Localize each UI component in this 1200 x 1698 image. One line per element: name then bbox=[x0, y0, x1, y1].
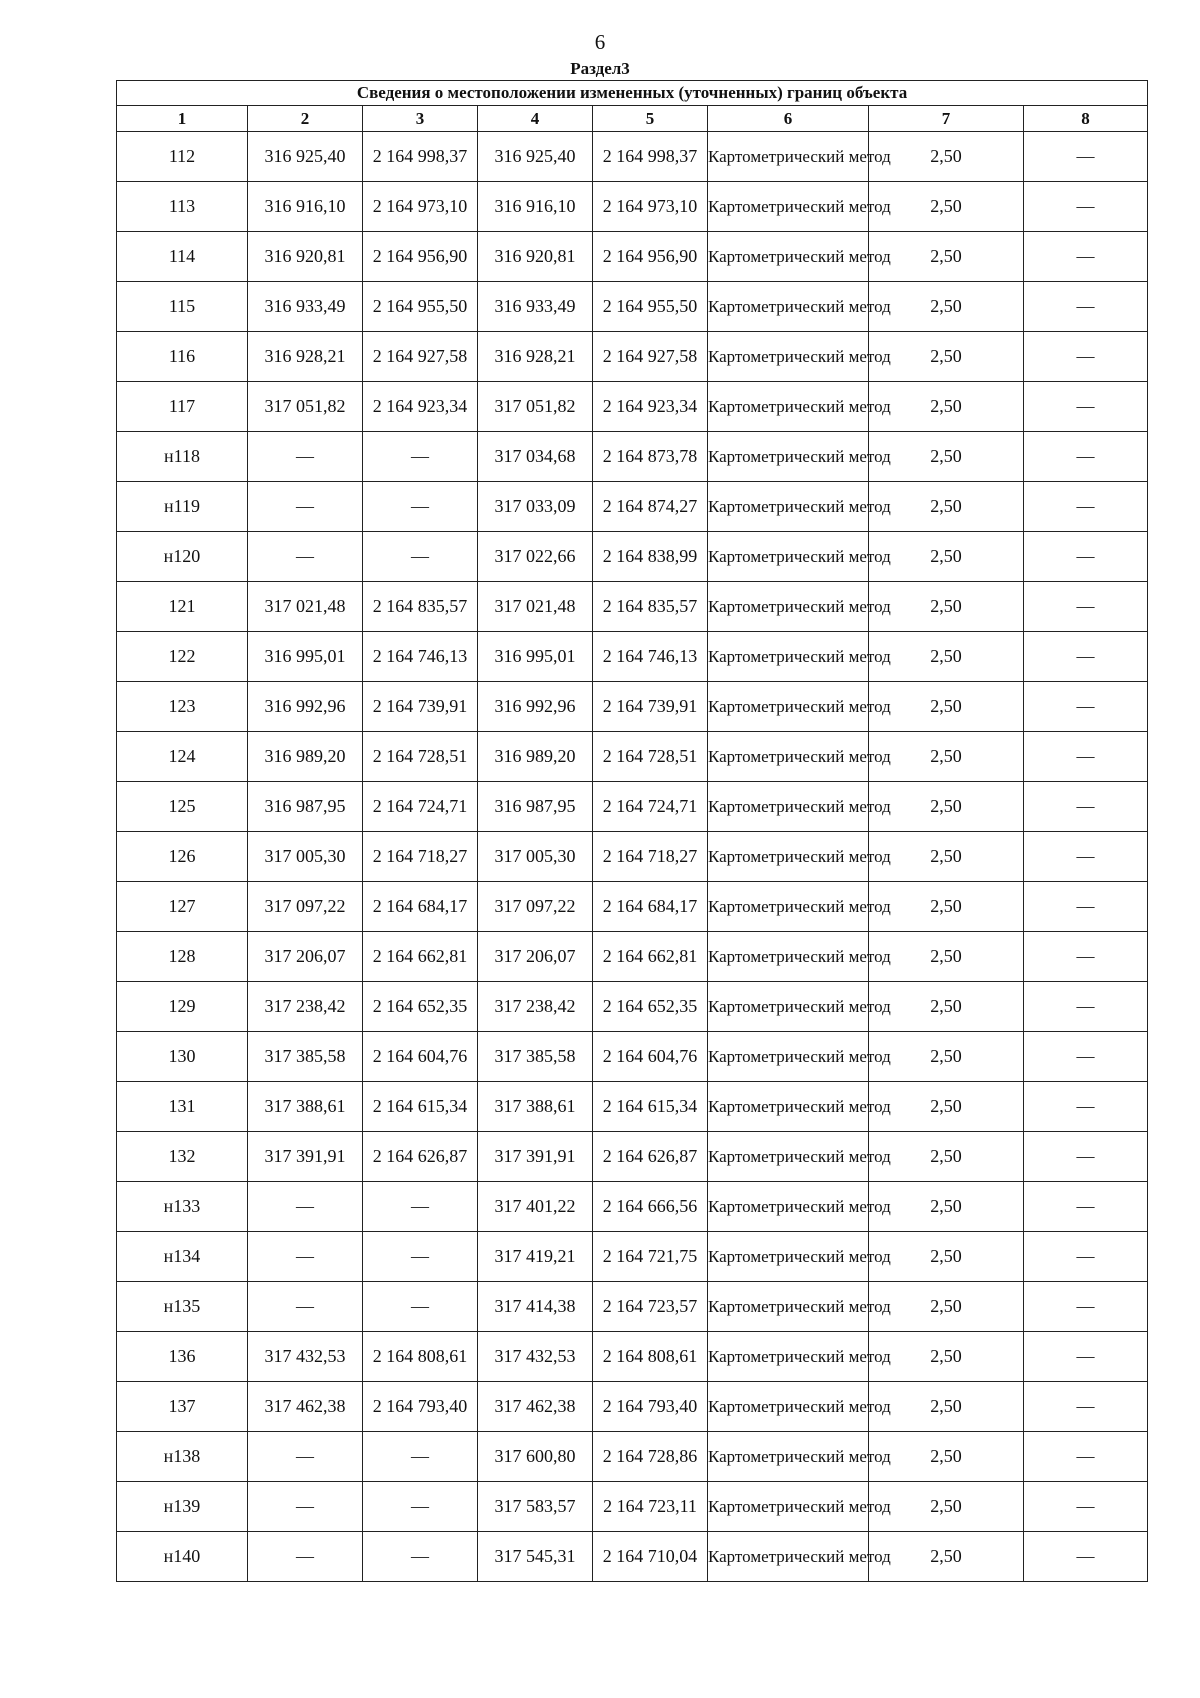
point-number-cell: 121 bbox=[117, 582, 248, 632]
x-new-cell: 316 989,20 bbox=[478, 732, 593, 782]
x-new-cell: 317 051,82 bbox=[478, 382, 593, 432]
section-title: Раздел3 bbox=[570, 59, 630, 78]
accuracy-cell: 2,50 bbox=[869, 432, 1024, 482]
y-old-cell: — bbox=[363, 1282, 478, 1332]
y-old-cell: — bbox=[363, 1182, 478, 1232]
y-old-cell: — bbox=[363, 532, 478, 582]
y-new-cell: 2 164 874,27 bbox=[593, 482, 708, 532]
note-cell: — bbox=[1024, 1432, 1148, 1482]
point-number-cell: 124 bbox=[117, 732, 248, 782]
x-new-cell: 317 432,53 bbox=[478, 1332, 593, 1382]
table-row bbox=[117, 832, 1148, 882]
x-old-cell: 317 097,22 bbox=[248, 882, 363, 932]
x-new-cell: 317 545,31 bbox=[478, 1532, 593, 1582]
y-old-cell: 2 164 998,37 bbox=[363, 132, 478, 182]
table-row bbox=[117, 1282, 1148, 1332]
y-old-cell: — bbox=[363, 1232, 478, 1282]
y-old-cell: 2 164 662,81 bbox=[363, 932, 478, 982]
method-cell: Картометрический метод bbox=[708, 1082, 869, 1132]
x-new-cell: 316 992,96 bbox=[478, 682, 593, 732]
method-cell: Картометрический метод bbox=[708, 882, 869, 932]
y-new-cell: 2 164 955,50 bbox=[593, 282, 708, 332]
method-cell: Картометрический метод bbox=[708, 1332, 869, 1382]
method-cell: Картометрический метод bbox=[708, 1282, 869, 1332]
x-new-cell: 317 238,42 bbox=[478, 982, 593, 1032]
x-new-cell: 317 005,30 bbox=[478, 832, 593, 882]
table-row bbox=[117, 682, 1148, 732]
x-new-cell: 317 414,38 bbox=[478, 1282, 593, 1332]
column-number: 4 bbox=[478, 106, 593, 132]
point-number-cell: 115 bbox=[117, 282, 248, 332]
table-row bbox=[117, 182, 1148, 232]
table-row bbox=[117, 1182, 1148, 1232]
note-cell: — bbox=[1024, 232, 1148, 282]
x-new-cell: 317 388,61 bbox=[478, 1082, 593, 1132]
table-row bbox=[117, 1382, 1148, 1432]
y-new-cell: 2 164 808,61 bbox=[593, 1332, 708, 1382]
point-number-cell: 136 bbox=[117, 1332, 248, 1382]
accuracy-cell: 2,50 bbox=[869, 832, 1024, 882]
accuracy-cell: 2,50 bbox=[869, 632, 1024, 682]
accuracy-cell: 2,50 bbox=[869, 1332, 1024, 1382]
y-new-cell: 2 164 718,27 bbox=[593, 832, 708, 882]
y-new-cell: 2 164 710,04 bbox=[593, 1532, 708, 1582]
method-cell: Картометрический метод bbox=[708, 232, 869, 282]
method-cell: Картометрический метод bbox=[708, 1032, 869, 1082]
table-row bbox=[117, 482, 1148, 532]
y-old-cell: 2 164 684,17 bbox=[363, 882, 478, 932]
column-number: 3 bbox=[363, 106, 478, 132]
method-cell: Картометрический метод bbox=[708, 582, 869, 632]
point-number-cell: н138 bbox=[117, 1432, 248, 1482]
table-row bbox=[117, 732, 1148, 782]
y-new-cell: 2 164 873,78 bbox=[593, 432, 708, 482]
page-number: 6 bbox=[594, 30, 606, 54]
x-old-cell: — bbox=[248, 532, 363, 582]
note-cell: — bbox=[1024, 832, 1148, 882]
point-number-cell: 122 bbox=[117, 632, 248, 682]
note-cell: — bbox=[1024, 1382, 1148, 1432]
accuracy-cell: 2,50 bbox=[869, 732, 1024, 782]
note-cell: — bbox=[1024, 1182, 1148, 1232]
x-new-cell: 317 391,91 bbox=[478, 1132, 593, 1182]
x-old-cell: — bbox=[248, 432, 363, 482]
point-number-cell: н140 bbox=[117, 1532, 248, 1582]
point-number-cell: 117 bbox=[117, 382, 248, 432]
table-row bbox=[117, 232, 1148, 282]
y-old-cell: 2 164 923,34 bbox=[363, 382, 478, 432]
method-cell: Картометрический метод bbox=[708, 382, 869, 432]
x-old-cell: 317 385,58 bbox=[248, 1032, 363, 1082]
y-new-cell: 2 164 626,87 bbox=[593, 1132, 708, 1182]
accuracy-cell: 2,50 bbox=[869, 1482, 1024, 1532]
y-new-cell: 2 164 793,40 bbox=[593, 1382, 708, 1432]
y-old-cell: 2 164 615,34 bbox=[363, 1082, 478, 1132]
table-caption: Сведения о местоположении измененных (уточненных) границ объекта bbox=[117, 81, 1148, 106]
point-number-cell: н120 bbox=[117, 532, 248, 582]
table-body bbox=[117, 132, 1148, 1582]
method-cell: Картометрический метод bbox=[708, 982, 869, 1032]
accuracy-cell: 2,50 bbox=[869, 682, 1024, 732]
note-cell: — bbox=[1024, 482, 1148, 532]
y-new-cell: 2 164 728,51 bbox=[593, 732, 708, 782]
note-cell: — bbox=[1024, 382, 1148, 432]
table-row bbox=[117, 1482, 1148, 1532]
point-number-cell: 128 bbox=[117, 932, 248, 982]
note-cell: — bbox=[1024, 532, 1148, 582]
y-new-cell: 2 164 973,10 bbox=[593, 182, 708, 232]
point-number-cell: 131 bbox=[117, 1082, 248, 1132]
method-cell: Картометрический метод bbox=[708, 932, 869, 982]
note-cell: — bbox=[1024, 1282, 1148, 1332]
x-new-cell: 317 600,80 bbox=[478, 1432, 593, 1482]
boundary-coordinates-table bbox=[116, 80, 1148, 1582]
note-cell: — bbox=[1024, 782, 1148, 832]
x-old-cell: 317 238,42 bbox=[248, 982, 363, 1032]
x-new-cell: 316 920,81 bbox=[478, 232, 593, 282]
table-row bbox=[117, 882, 1148, 932]
method-cell: Картометрический метод bbox=[708, 132, 869, 182]
x-old-cell: — bbox=[248, 1432, 363, 1482]
y-old-cell: — bbox=[363, 482, 478, 532]
point-number-cell: 132 bbox=[117, 1132, 248, 1182]
point-number-cell: н135 bbox=[117, 1282, 248, 1332]
accuracy-cell: 2,50 bbox=[869, 1182, 1024, 1232]
x-old-cell: 317 388,61 bbox=[248, 1082, 363, 1132]
x-old-cell: 316 989,20 bbox=[248, 732, 363, 782]
x-old-cell: 316 995,01 bbox=[248, 632, 363, 682]
y-new-cell: 2 164 604,76 bbox=[593, 1032, 708, 1082]
x-old-cell: 317 432,53 bbox=[248, 1332, 363, 1382]
method-cell: Картометрический метод bbox=[708, 532, 869, 582]
accuracy-cell: 2,50 bbox=[869, 582, 1024, 632]
method-cell: Картометрический метод bbox=[708, 1182, 869, 1232]
note-cell: — bbox=[1024, 1232, 1148, 1282]
y-old-cell: 2 164 956,90 bbox=[363, 232, 478, 282]
x-new-cell: 317 097,22 bbox=[478, 882, 593, 932]
accuracy-cell: 2,50 bbox=[869, 982, 1024, 1032]
method-cell: Картометрический метод bbox=[708, 182, 869, 232]
table-row bbox=[117, 932, 1148, 982]
note-cell: — bbox=[1024, 1482, 1148, 1532]
accuracy-cell: 2,50 bbox=[869, 1282, 1024, 1332]
y-old-cell: 2 164 808,61 bbox=[363, 1332, 478, 1382]
accuracy-cell: 2,50 bbox=[869, 882, 1024, 932]
point-number-cell: 129 bbox=[117, 982, 248, 1032]
point-number-cell: 125 bbox=[117, 782, 248, 832]
table-row bbox=[117, 1132, 1148, 1182]
y-old-cell: 2 164 746,13 bbox=[363, 632, 478, 682]
column-number: 6 bbox=[708, 106, 869, 132]
method-cell: Картометрический метод bbox=[708, 1132, 869, 1182]
y-old-cell: — bbox=[363, 1482, 478, 1532]
point-number-cell: н139 bbox=[117, 1482, 248, 1532]
x-old-cell: — bbox=[248, 1232, 363, 1282]
point-number-cell: н134 bbox=[117, 1232, 248, 1282]
note-cell: — bbox=[1024, 582, 1148, 632]
note-cell: — bbox=[1024, 1032, 1148, 1082]
accuracy-cell: 2,50 bbox=[869, 1432, 1024, 1482]
x-new-cell: 317 206,07 bbox=[478, 932, 593, 982]
method-cell: Картометрический метод bbox=[708, 332, 869, 382]
y-old-cell: 2 164 955,50 bbox=[363, 282, 478, 332]
table-row bbox=[117, 282, 1148, 332]
y-new-cell: 2 164 998,37 bbox=[593, 132, 708, 182]
table-row bbox=[117, 982, 1148, 1032]
point-number-cell: 123 bbox=[117, 682, 248, 732]
method-cell: Картометрический метод bbox=[708, 832, 869, 882]
method-cell: Картометрический метод bbox=[708, 432, 869, 482]
x-new-cell: 317 401,22 bbox=[478, 1182, 593, 1232]
x-old-cell: 316 928,21 bbox=[248, 332, 363, 382]
accuracy-cell: 2,50 bbox=[869, 232, 1024, 282]
note-cell: — bbox=[1024, 632, 1148, 682]
y-old-cell: 2 164 739,91 bbox=[363, 682, 478, 732]
note-cell: — bbox=[1024, 1532, 1148, 1582]
method-cell: Картометрический метод bbox=[708, 282, 869, 332]
note-cell: — bbox=[1024, 932, 1148, 982]
accuracy-cell: 2,50 bbox=[869, 1132, 1024, 1182]
point-number-cell: 126 bbox=[117, 832, 248, 882]
note-cell: — bbox=[1024, 1332, 1148, 1382]
accuracy-cell: 2,50 bbox=[869, 532, 1024, 582]
x-old-cell: 317 005,30 bbox=[248, 832, 363, 882]
x-old-cell: 317 051,82 bbox=[248, 382, 363, 432]
y-new-cell: 2 164 666,56 bbox=[593, 1182, 708, 1232]
y-new-cell: 2 164 956,90 bbox=[593, 232, 708, 282]
column-number: 2 bbox=[248, 106, 363, 132]
table-row bbox=[117, 1232, 1148, 1282]
accuracy-cell: 2,50 bbox=[869, 1232, 1024, 1282]
y-new-cell: 2 164 684,17 bbox=[593, 882, 708, 932]
y-old-cell: 2 164 604,76 bbox=[363, 1032, 478, 1082]
point-number-cell: 112 bbox=[117, 132, 248, 182]
y-old-cell: 2 164 973,10 bbox=[363, 182, 478, 232]
x-new-cell: 316 987,95 bbox=[478, 782, 593, 832]
x-new-cell: 317 034,68 bbox=[478, 432, 593, 482]
column-number: 7 bbox=[869, 106, 1024, 132]
accuracy-cell: 2,50 bbox=[869, 782, 1024, 832]
y-new-cell: 2 164 723,11 bbox=[593, 1482, 708, 1532]
column-number: 8 bbox=[1024, 106, 1148, 132]
method-cell: Картометрический метод bbox=[708, 1382, 869, 1432]
x-old-cell: — bbox=[248, 1532, 363, 1582]
accuracy-cell: 2,50 bbox=[869, 282, 1024, 332]
accuracy-cell: 2,50 bbox=[869, 132, 1024, 182]
x-new-cell: 317 022,66 bbox=[478, 532, 593, 582]
table-row bbox=[117, 532, 1148, 582]
table-row bbox=[117, 1432, 1148, 1482]
y-new-cell: 2 164 662,81 bbox=[593, 932, 708, 982]
y-old-cell: 2 164 793,40 bbox=[363, 1382, 478, 1432]
y-old-cell: 2 164 626,87 bbox=[363, 1132, 478, 1182]
x-old-cell: 316 916,10 bbox=[248, 182, 363, 232]
point-number-cell: 130 bbox=[117, 1032, 248, 1082]
y-old-cell: — bbox=[363, 1532, 478, 1582]
y-old-cell: 2 164 927,58 bbox=[363, 332, 478, 382]
table-row bbox=[117, 432, 1148, 482]
x-new-cell: 316 916,10 bbox=[478, 182, 593, 232]
x-old-cell: — bbox=[248, 1482, 363, 1532]
y-new-cell: 2 164 652,35 bbox=[593, 982, 708, 1032]
table-row bbox=[117, 582, 1148, 632]
y-old-cell: 2 164 728,51 bbox=[363, 732, 478, 782]
accuracy-cell: 2,50 bbox=[869, 182, 1024, 232]
point-number-cell: 116 bbox=[117, 332, 248, 382]
table-row bbox=[117, 382, 1148, 432]
y-old-cell: 2 164 835,57 bbox=[363, 582, 478, 632]
method-cell: Картометрический метод bbox=[708, 1232, 869, 1282]
note-cell: — bbox=[1024, 1132, 1148, 1182]
method-cell: Картометрический метод bbox=[708, 1532, 869, 1582]
x-old-cell: 316 925,40 bbox=[248, 132, 363, 182]
x-new-cell: 316 933,49 bbox=[478, 282, 593, 332]
x-old-cell: — bbox=[248, 482, 363, 532]
x-new-cell: 316 925,40 bbox=[478, 132, 593, 182]
y-new-cell: 2 164 923,34 bbox=[593, 382, 708, 432]
note-cell: — bbox=[1024, 732, 1148, 782]
table-row bbox=[117, 132, 1148, 182]
note-cell: — bbox=[1024, 332, 1148, 382]
y-new-cell: 2 164 723,57 bbox=[593, 1282, 708, 1332]
x-new-cell: 317 419,21 bbox=[478, 1232, 593, 1282]
y-old-cell: — bbox=[363, 1432, 478, 1482]
accuracy-cell: 2,50 bbox=[869, 1082, 1024, 1132]
x-old-cell: — bbox=[248, 1182, 363, 1232]
y-old-cell: 2 164 652,35 bbox=[363, 982, 478, 1032]
accuracy-cell: 2,50 bbox=[869, 482, 1024, 532]
accuracy-cell: 2,50 bbox=[869, 1532, 1024, 1582]
y-new-cell: 2 164 721,75 bbox=[593, 1232, 708, 1282]
accuracy-cell: 2,50 bbox=[869, 1382, 1024, 1432]
method-cell: Картометрический метод bbox=[708, 782, 869, 832]
y-new-cell: 2 164 746,13 bbox=[593, 632, 708, 682]
column-number: 1 bbox=[117, 106, 248, 132]
point-number-cell: н118 bbox=[117, 432, 248, 482]
point-number-cell: 113 bbox=[117, 182, 248, 232]
y-old-cell: 2 164 724,71 bbox=[363, 782, 478, 832]
x-old-cell: 317 462,38 bbox=[248, 1382, 363, 1432]
x-new-cell: 317 385,58 bbox=[478, 1032, 593, 1082]
method-cell: Картометрический метод bbox=[708, 1432, 869, 1482]
note-cell: — bbox=[1024, 282, 1148, 332]
note-cell: — bbox=[1024, 432, 1148, 482]
x-new-cell: 317 033,09 bbox=[478, 482, 593, 532]
y-old-cell: — bbox=[363, 432, 478, 482]
table-row bbox=[117, 1532, 1148, 1582]
x-old-cell: — bbox=[248, 1282, 363, 1332]
x-old-cell: 316 920,81 bbox=[248, 232, 363, 282]
y-new-cell: 2 164 739,91 bbox=[593, 682, 708, 732]
x-new-cell: 317 462,38 bbox=[478, 1382, 593, 1432]
method-cell: Картометрический метод bbox=[708, 682, 869, 732]
note-cell: — bbox=[1024, 982, 1148, 1032]
note-cell: — bbox=[1024, 682, 1148, 732]
y-new-cell: 2 164 835,57 bbox=[593, 582, 708, 632]
table-row bbox=[117, 632, 1148, 682]
y-old-cell: 2 164 718,27 bbox=[363, 832, 478, 882]
y-new-cell: 2 164 838,99 bbox=[593, 532, 708, 582]
y-new-cell: 2 164 728,86 bbox=[593, 1432, 708, 1482]
accuracy-cell: 2,50 bbox=[869, 382, 1024, 432]
y-new-cell: 2 164 615,34 bbox=[593, 1082, 708, 1132]
x-new-cell: 316 928,21 bbox=[478, 332, 593, 382]
note-cell: — bbox=[1024, 132, 1148, 182]
point-number-cell: 114 bbox=[117, 232, 248, 282]
x-old-cell: 316 987,95 bbox=[248, 782, 363, 832]
method-cell: Картометрический метод bbox=[708, 482, 869, 532]
y-new-cell: 2 164 927,58 bbox=[593, 332, 708, 382]
x-old-cell: 317 391,91 bbox=[248, 1132, 363, 1182]
table-row bbox=[117, 332, 1148, 382]
table-row bbox=[117, 1082, 1148, 1132]
x-old-cell: 316 933,49 bbox=[248, 282, 363, 332]
point-number-cell: н133 bbox=[117, 1182, 248, 1232]
point-number-cell: 137 bbox=[117, 1382, 248, 1432]
note-cell: — bbox=[1024, 882, 1148, 932]
method-cell: Картометрический метод bbox=[708, 732, 869, 782]
column-number: 5 bbox=[593, 106, 708, 132]
method-cell: Картометрический метод bbox=[708, 1482, 869, 1532]
accuracy-cell: 2,50 bbox=[869, 1032, 1024, 1082]
note-cell: — bbox=[1024, 1082, 1148, 1132]
x-new-cell: 317 583,57 bbox=[478, 1482, 593, 1532]
note-cell: — bbox=[1024, 182, 1148, 232]
point-number-cell: н119 bbox=[117, 482, 248, 532]
table-row bbox=[117, 1032, 1148, 1082]
table-row bbox=[117, 782, 1148, 832]
x-old-cell: 316 992,96 bbox=[248, 682, 363, 732]
x-old-cell: 317 021,48 bbox=[248, 582, 363, 632]
accuracy-cell: 2,50 bbox=[869, 332, 1024, 382]
accuracy-cell: 2,50 bbox=[869, 932, 1024, 982]
column-number-row bbox=[117, 106, 1148, 132]
y-new-cell: 2 164 724,71 bbox=[593, 782, 708, 832]
x-new-cell: 316 995,01 bbox=[478, 632, 593, 682]
point-number-cell: 127 bbox=[117, 882, 248, 932]
method-cell: Картометрический метод bbox=[708, 632, 869, 682]
x-new-cell: 317 021,48 bbox=[478, 582, 593, 632]
x-old-cell: 317 206,07 bbox=[248, 932, 363, 982]
table-row bbox=[117, 1332, 1148, 1382]
